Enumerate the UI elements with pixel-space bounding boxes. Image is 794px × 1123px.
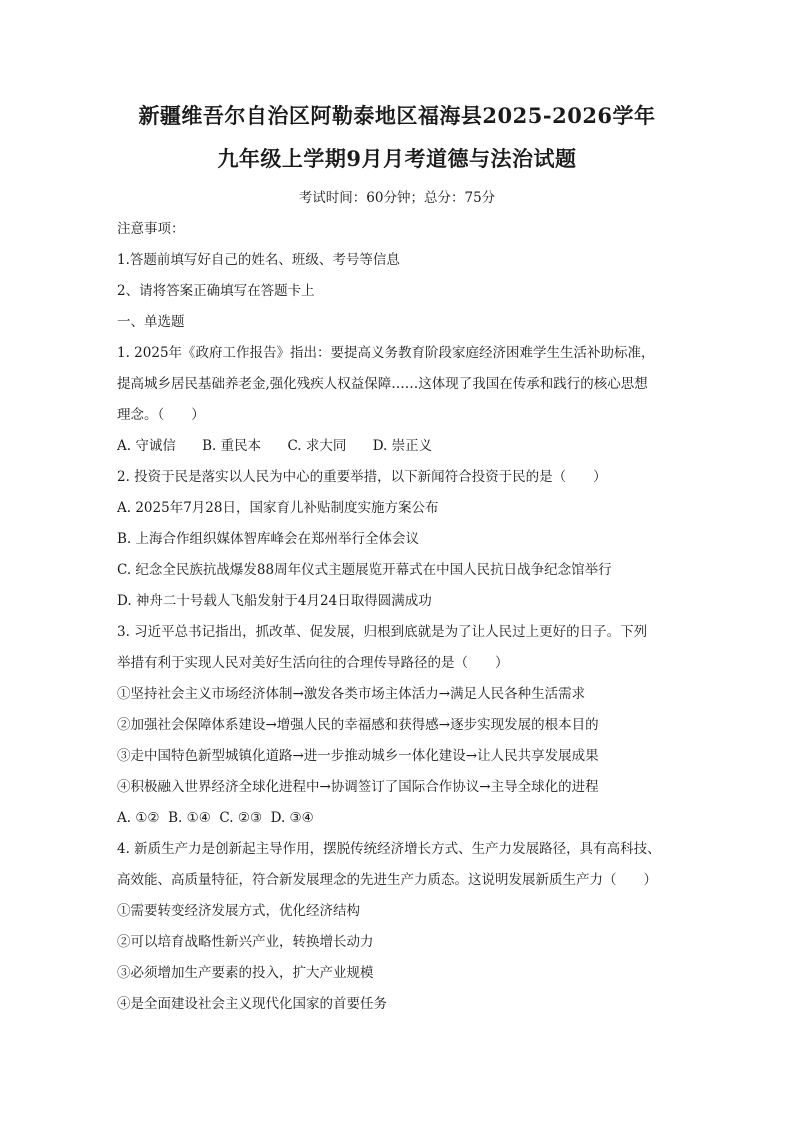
section-heading: 一、单选题 [117,314,185,330]
notes-heading: 注意事项： [117,221,185,237]
exam-info: 考试时间：60分钟；总分：75分 [298,190,496,206]
exam-title-line1: 新疆维吾尔自治区阿勒泰地区福海县2025-2026学年 [138,103,656,128]
q1-option-a: A. 守诚信 [117,438,176,454]
q1-options [117,431,687,462]
q4-stem-line: 高效能、高质量特征，符合新发展理念的先进生产力质态。这说明发展新质生产力（ ） [117,872,657,888]
q1-stem-line: 1. 2025年《政府工作报告》指出：要提高义务教育阶段家庭经济困难学生生活补助标准， [117,345,655,361]
q4-stem-line: 4. 新质生产力是创新起主导作用，摆脱传统经济增长方式、生产力发展路径，具有高科技、 [117,841,661,857]
q4-item: ④是全面建设社会主义现代化国家的首要任务 [117,996,387,1012]
q3-stem-line: 3. 习近平总书记指出，抓改革、促发展，归根到底就是为了让人民过上更好的日子。下列 [117,624,648,640]
q1-option-b: B. 重民本 [202,438,262,454]
q1-stem-line: 理念。（ ） [117,407,205,423]
q3-item: ④积极融入世界经济全球化进程中→协调签订了国际合作协议→主导全球化的进程 [117,779,599,795]
q2-option-c: C. 纪念全民族抗战爆发88周年仪式主题展览开幕式在中国人民抗日战争纪念馆举行 [117,562,612,578]
q2-option-b: B. 上海合作组织媒体智库峰会在郑州举行全体会议 [117,531,420,547]
q3-item: ③走中国特色新型城镇化道路→进一步推动城乡一体化建设→让人民共享发展成果 [117,748,599,764]
q3-stem-line: 举措有利于实现人民对美好生活向往的合理传导路径的是（ ） [117,655,509,671]
q1-option-c: C. 求大同 [287,438,347,454]
q1-option-d: D. 崇正义 [372,438,433,454]
q2-option-a: A. 2025年7月28日，国家育儿补贴制度实施方案公布 [117,500,439,516]
q4-item: ③必须增加生产要素的投入，扩大产业规模 [117,965,374,981]
note-item: 1.答题前填写好自己的姓名、班级、考号等信息 [117,252,400,268]
note-item: 2、请将答案正确填写在答题卡上 [117,283,315,299]
q4-item: ①需要转变经济发展方式，优化经济结构 [117,903,360,919]
exam-title-line2: 九年级上学期9月月考道德与法治试题 [217,146,577,171]
q3-item: ②加强社会保障体系建设→增强人民的幸福感和获得感→逐步实现发展的根本目的 [117,717,599,733]
exam-body [117,214,687,1020]
q2-stem: 2. 投资于民是落实以人民为中心的重要举措，以下新闻符合投资于民的是（ ） [117,469,607,485]
q3-options: A. ①② B. ①④ C. ②③ D. ③④ [117,810,314,826]
q1-stem-line: 提高城乡居民基础养老金,强化残疾人权益保障……这体现了我国在传承和践行的核心思想 [117,376,648,392]
q2-option-d: D. 神舟二十号载人飞船发射于4月24日取得圆满成功 [117,593,432,609]
q3-item: ①坚持社会主义市场经济体制→激发各类市场主体活力→满足人民各种生活需求 [117,686,586,702]
q4-item: ②可以培育战略性新兴产业，转换增长动力 [117,934,374,950]
